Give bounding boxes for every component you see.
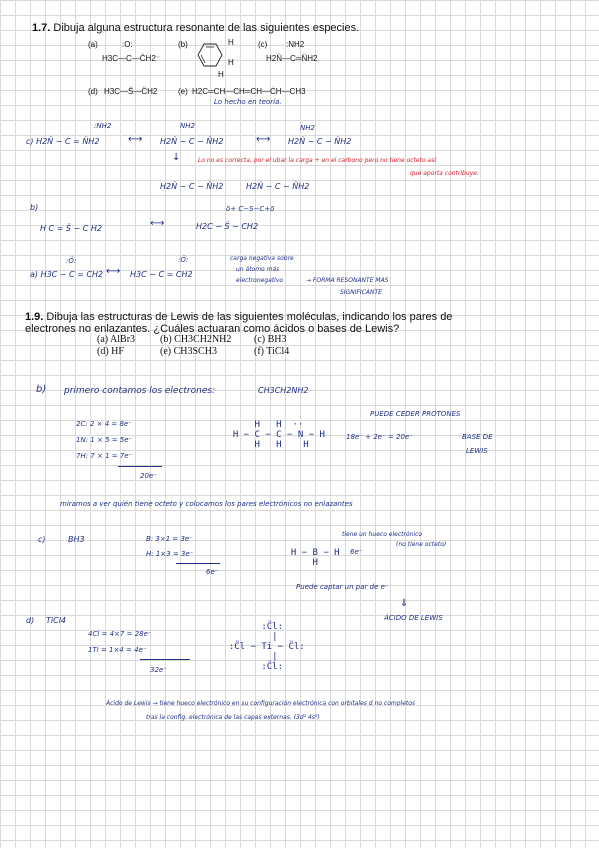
note-b-form: H C = S̈ − C H2: [40, 224, 103, 233]
d-sum-line: [140, 659, 190, 660]
q19-text1: Dibuja las estructuras de Lewis de las siguientes moléculas, indicando los pares de: [46, 311, 453, 323]
q17-title: [32, 22, 359, 34]
b-base1: BASE DE: [462, 433, 493, 441]
d-final1: Ácido de Lewis → tiene hueco electrónico en su configuración electrónica con orbitales d no completos: [106, 700, 416, 707]
c-note1: tiene un hueco electrónico: [342, 531, 423, 538]
q19-number: 1.9.: [25, 311, 44, 323]
d-final2: tras la config. electrónica de las capas externas. (3d² 4s²): [146, 714, 320, 721]
b-base2: LEWIS: [466, 447, 488, 455]
b-heading: primero contamos los electrones:: [64, 386, 216, 396]
note-a-res-top: :Ö:: [178, 256, 189, 264]
q17-a-label: (a): [88, 40, 98, 49]
c-formula: BH3: [68, 535, 85, 544]
b-lewis: H H ·· H − C − C − N − H H H H: [232, 420, 325, 450]
q17-c-formula: H2N̈—C═N̈H2: [266, 54, 318, 63]
q19-e: (e) CH3SCH3: [160, 346, 217, 357]
d-line1: 4Cl = 4×7 = 28e⁻: [88, 630, 152, 638]
c-sum-line: [176, 563, 220, 564]
arrow-note-5: SIGNIFICANTE: [340, 289, 382, 296]
q17-a-top: :O:: [122, 40, 133, 49]
arrow-note-3: electronegativo: [236, 277, 284, 284]
d-line2: 1Ti = 1×4 = 4e⁻: [88, 646, 147, 654]
note-a-res: H3C − C = CH2: [130, 270, 193, 279]
c-label: c): [38, 535, 46, 544]
note-a-row: a) H3C − C = CH2: [30, 270, 104, 279]
q17-c-label: (c): [258, 40, 268, 49]
b-total: 20e⁻: [140, 472, 157, 480]
b-conclusion: miramos a ver quién tiene octeto y colocamos los pares electrónicos no enlazantes: [60, 500, 353, 508]
note-b-row: b): [30, 203, 39, 212]
res-arrow-2: ⟷: [256, 134, 271, 145]
q19-a: (a) AlBr3: [97, 334, 136, 345]
b-sum-line: [118, 466, 162, 467]
c-lewis: H − B − H H: [290, 548, 340, 568]
note-c-top4: NH2: [300, 124, 315, 132]
res-arrow-1: ⟷: [128, 134, 143, 145]
q17-number: 1.7.: [32, 22, 51, 34]
note-c-top3: NH2: [180, 122, 195, 130]
note-c-form5: H2N̈ − C − N̈H2: [246, 182, 310, 191]
q17-e-label: (e): [178, 87, 188, 96]
note-c-top2: :NH2: [94, 122, 112, 130]
res-arrow-4: ⟷: [106, 266, 121, 277]
red-note-1: Lo no es correcta, por el ubar la carga + en el carbono pero no tiene octeto así: [198, 157, 436, 164]
res-arrow-3: ⟷: [150, 218, 165, 229]
c-down: ⇓: [400, 598, 409, 609]
q17-b-h1: H: [228, 38, 234, 47]
note-c-form3: H2N̈ − C − N̈H2: [288, 137, 352, 146]
b-note-top: PUEDE CEDER PROTONES: [370, 410, 461, 418]
down-arrow: ↓: [172, 152, 181, 163]
c-six: 6e⁻: [350, 548, 363, 556]
d-formula: TiCl4: [46, 616, 67, 625]
q19-d: (d) HF: [97, 346, 124, 357]
b-line3: 7H: 7 × 1 = 7e⁻: [76, 452, 133, 460]
b-count: 18e⁻ + 2e⁻ = 20e⁻: [346, 433, 413, 441]
c-acid: ÁCIDO DE LEWIS: [384, 614, 443, 622]
b-line2: 1N: 1 × 5 = 5e⁻: [76, 436, 133, 444]
q17-b-h2: H: [228, 58, 234, 67]
note-e-theory: Lo hecho en teoría.: [214, 98, 282, 106]
note-b-charge: δ+ C−S−C+δ: [226, 205, 275, 213]
d-label: d): [26, 616, 35, 625]
q17-b-h3: H: [218, 70, 224, 79]
c-capture: Puede captar un par de e⁻: [296, 583, 389, 591]
c-note2: (no tiene octeto): [396, 541, 447, 548]
red-note-2: que aporta contribuye.: [410, 170, 479, 177]
q19-text2: electrones no enlazantes. ¿Cuáles actuaran como ácidos o bases de Lewis?: [25, 323, 400, 335]
q19-line1: [25, 311, 452, 323]
arrow-note-1: carga negativa sobre: [230, 255, 294, 262]
q17-b-label: (b): [178, 40, 188, 49]
d-lewis: :C̈l: | :C̈l − Ti − C̈l: | :C̈l:: [228, 622, 305, 672]
q17-c-top: :NH2: [286, 40, 305, 49]
q17-a-formula: H3C—C—C̈H2⁻: [102, 54, 161, 63]
q19-c: (c) BH3: [254, 334, 287, 345]
b-label: b): [36, 384, 47, 395]
b-line1: 2C: 2 × 4 = 8e⁻: [76, 420, 132, 428]
note-b-res: H2C − S̈ − CH2: [196, 222, 259, 231]
q19-f: (f) TiCl4: [254, 346, 290, 357]
q17-d-label: (d): [88, 87, 98, 96]
d-total: 32e⁻: [150, 666, 167, 674]
note-a-top: :Ö:: [66, 257, 77, 265]
note-c-row: c) H2N̈ − C = N̈H2: [26, 137, 100, 146]
c-total: 6e⁻: [206, 568, 219, 576]
note-c-form4: H2N̈ − C − N̈H2: [160, 182, 224, 191]
q17-text: Dibuja alguna estructura resonante de las siguientes especies.: [53, 22, 360, 34]
b-formula: CH3CH2NH2: [258, 386, 309, 395]
q19-b: (b) CH3CH2NH2: [160, 334, 232, 345]
q17-e-formula: H2C═CH—CH═CH—ĊH—CH3: [192, 87, 306, 96]
c-line2: H: 1×3 = 3e⁻: [146, 550, 194, 558]
c-line1: B: 3×1 = 3e⁻: [146, 535, 193, 543]
arrow-note-2: un átomo más: [236, 266, 280, 273]
arrow-note-4: → FORMA RESONANTE MAS: [306, 277, 389, 284]
q17-d-formula: H3C—S̈—C̈H2: [104, 87, 158, 96]
note-c-form2: H2N̈ − C − N̈H2: [160, 137, 224, 146]
